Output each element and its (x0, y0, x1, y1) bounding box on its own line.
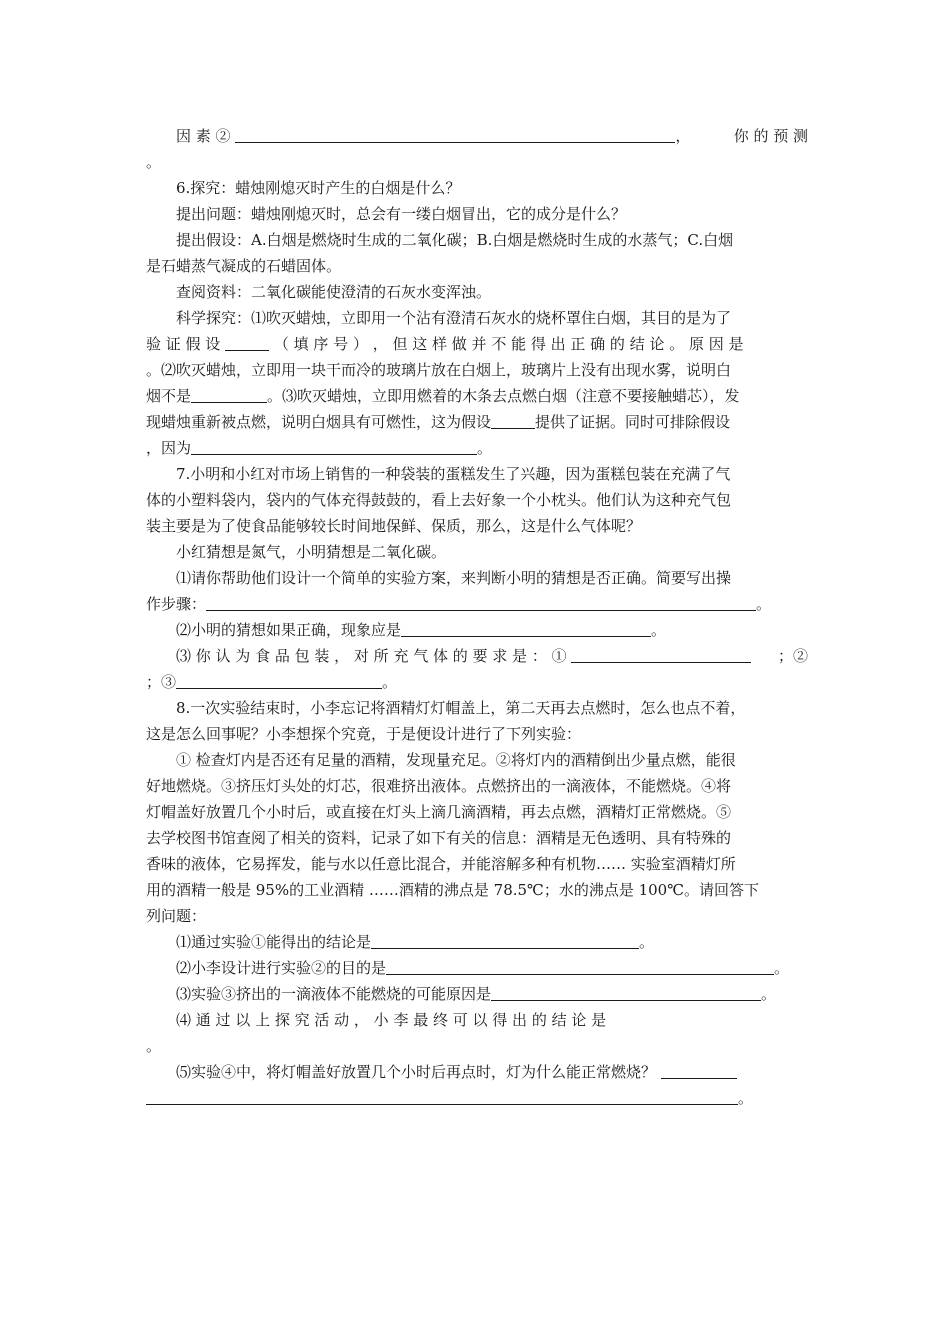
q6-step-1: 科学探究：⑴吹灭蜡烛，立即用一个沾有澄清石灰水的烧杯罩住白烟，其目的是为了 (176, 309, 732, 327)
q7-requirement-3-blank[interactable] (176, 672, 382, 689)
q8-line-1: 8.一次实验结束时，小李忘记将酒精灯灯帽盖上，第二天再去点燃时，怎么也点不着， (176, 699, 746, 717)
prediction-end: 。 (146, 153, 162, 171)
q6-hypothesis-blank[interactable] (225, 334, 269, 351)
q6-evidence-blank[interactable] (491, 412, 535, 429)
q6-step-3: 。⑵吹灭蜡烛，立即用一块干而冷的玻璃片放在白烟上，玻璃片上没有出现水雾，说明白 (146, 361, 732, 379)
q7-line-5: ⑴请你帮助他们设计一个简单的实验方案，来判断小明的猜想是否正确。简要写出操 (176, 569, 732, 587)
q8-line-8: 用的酒精一般是 95%的工业酒精 ……酒精的沸点是 78.5℃；水的沸点是 100℃。请回答下 (146, 881, 760, 899)
q6-title: 6.探究：蜡烛刚熄灭时产生的白烟是什么？ (176, 179, 461, 197)
q7-line-9: ；③ 。 (146, 673, 398, 691)
q8-line-13: ⑷ 通 过 以 上 探 究 活 动 ， 小 李 最 终 可 以 得 出 的 结 论 是 (176, 1011, 607, 1029)
q6-step-4: 烟不是 。⑶吹灭蜡烛，立即用燃着的木条去点燃白烟（注意不要接触蜡芯），发 (146, 387, 740, 405)
q6-not-blank[interactable] (191, 386, 267, 403)
q6-reason-blank[interactable] (191, 438, 477, 455)
q8-line-3: ① 检查灯内是否还有足量的酒精，发现量充足。②将灯内的酒精倒出少量点燃，能很 (176, 751, 736, 769)
q6-hypothesis-2: 是石蜡蒸气凝成的石蜡固体。 (146, 257, 342, 275)
factor-2-label: 因 素 ② (176, 127, 231, 145)
q8-line-12: ⑶实验③挤出的一滴液体不能燃烧的可能原因是 。 (176, 985, 777, 1003)
factor-2-blank[interactable] (235, 126, 675, 143)
q7-line-7: ⑵小明的猜想如果正确，现象应是 。 (176, 621, 667, 639)
q8-purpose-blank[interactable] (386, 958, 774, 975)
q7-line-6: 作步骤： 。 (146, 595, 772, 613)
q7-requirement-1-blank[interactable] (571, 646, 751, 663)
q7-line-3: 装主要是为了使食品能够较长时间地保鲜、保质，那么，这是什么气体呢？ (146, 517, 642, 535)
q6-step-5: 现蜡烛重新被点燃，说明白烟具有可燃性，这为假设 提供了证据。同时可排除假设 (146, 413, 731, 431)
your-prediction-label: 你 的 预 测 (733, 127, 808, 145)
q6-step-6: ，因为 。 (146, 439, 493, 457)
q8-line-7: 香味的液体，它易挥发，能与水以任意比混合，并能溶解多种有机物…… 实验室酒精灯所 (146, 855, 736, 873)
q7-line-1: 7.小明和小红对市场上销售的一种袋装的蛋糕发生了兴趣，因为蛋糕包装在充满了气 (176, 465, 731, 483)
q6-step-2: 验 证 假 设 （ 填 序 号 ） ， 但 这 样 做 并 不 能 得 出 正 确 的 结 论 。 原 因 是 (146, 335, 744, 353)
q8-line-16: 。 (146, 1086, 753, 1110)
q8-line-11: ⑵小李设计进行实验②的目的是 。 (176, 959, 790, 977)
q7-line-4: 小红猜想是氮气，小明猜想是二氧化碳。 (176, 543, 447, 561)
q7-phenomenon-blank[interactable] (401, 620, 651, 637)
q7-line-8: ⑶ 你 认 为 食 品 包 装 ， 对 所 充 气 体 的 要 求 是 ： ① ；② (176, 647, 808, 665)
q6-info: 查阅资料：二氧化碳能使澄清的石灰水变浑浊。 (176, 283, 492, 301)
q8-line-10: ⑴通过实验①能得出的结论是 。 (176, 933, 655, 951)
q8-line-15: ⑸实验④中，将灯帽盖好放置几个小时后再点时，灯为什么能正常燃烧？ (176, 1060, 737, 1084)
q8-line-4: 好地燃烧。③挤压灯头处的灯芯，很难挤出液体。点燃挤出的一滴液体，不能燃烧。④将 (146, 777, 732, 795)
q8-burn-answer-continued-blank[interactable] (146, 1088, 738, 1105)
q8-reason-blank[interactable] (491, 984, 761, 1001)
factor-2-line: 因 素 ② ， 你 的 预 测 (176, 124, 808, 148)
q7-steps-blank[interactable] (206, 594, 756, 611)
q6-problem: 提出问题：蜡烛刚熄灭时，总会有一缕白烟冒出，它的成分是什么？ (176, 205, 627, 223)
q8-line-2: 这是怎么回事呢？小李想探个究竟，于是便设计进行了下列实验： (146, 725, 582, 743)
q8-line-9: 列问题： (146, 907, 207, 925)
q8-line-5: 灯帽盖好放置几个小时后，或直接在灯头上滴几滴酒精，再去点燃，酒精灯正常燃烧。⑤ (146, 803, 732, 821)
q8-conclusion-1-blank[interactable] (371, 932, 639, 949)
q8-line-14: 。 (146, 1037, 162, 1055)
q6-hypothesis-1: 提出假设：A.白烟是燃烧时生成的二氧化碳；B.白烟是燃烧时生成的水蒸气；C.白烟 (176, 231, 734, 249)
q8-burn-answer-blank[interactable] (661, 1062, 737, 1079)
q8-line-6: 去学校图书馆查阅了相关的资料，记录了如下有关的信息：酒精是无色透明、具有特殊的 (146, 829, 732, 847)
q7-line-2: 体的小塑料袋内，袋内的气体充得鼓鼓的，看上去好象一个小枕头。他们认为这种充气包 (146, 491, 732, 509)
